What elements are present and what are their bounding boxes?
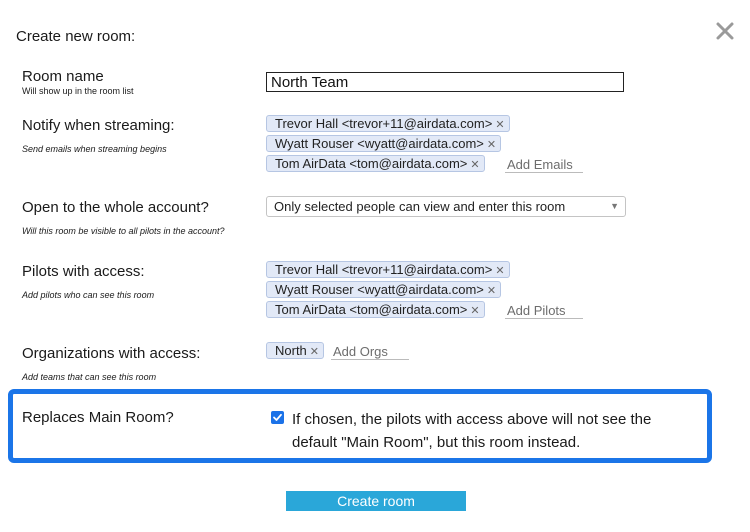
notify-chip[interactable]: Wyatt Rouser <wyatt@airdata.com> ✕ <box>266 135 501 152</box>
orgs-hint: Add teams that can see this room <box>22 372 157 382</box>
create-room-button[interactable]: Create room <box>286 491 466 511</box>
room-name-hint: Will show up in the room list <box>22 86 134 96</box>
pilot-chip[interactable]: Wyatt Rouser <wyatt@airdata.com> ✕ <box>266 281 501 298</box>
add-orgs-input[interactable] <box>331 343 409 360</box>
pilots-hint: Add pilots who can see this room <box>22 290 155 300</box>
replaces-description: If chosen, the pilots with access above will not see the default "Main Room", but this room instead. <box>292 411 652 451</box>
open-account-label: Open to the whole account? <box>22 199 209 216</box>
remove-chip-icon[interactable]: ✕ <box>470 305 480 317</box>
remove-chip-icon[interactable]: ✕ <box>470 159 480 171</box>
remove-chip-icon[interactable]: ✕ <box>486 139 497 151</box>
dialog-title: Create new room: <box>16 28 136 45</box>
chevron-down-icon: ▼ <box>610 201 619 211</box>
close-button[interactable] <box>714 20 736 42</box>
org-chip[interactable]: North ✕ <box>266 342 324 359</box>
remove-chip-icon[interactable]: ✕ <box>495 265 505 277</box>
open-account-hint: Will this room be visible to all pilots in the account? <box>22 226 225 236</box>
pilot-chip[interactable]: Trevor Hall <trevor+11@airdata.com> ✕ <box>266 261 510 278</box>
remove-chip-icon[interactable]: ✕ <box>309 346 320 358</box>
room-name-input[interactable] <box>266 72 624 92</box>
replaces-checkbox[interactable] <box>271 411 284 424</box>
remove-chip-icon[interactable]: ✕ <box>495 119 505 131</box>
check-icon <box>272 412 283 423</box>
notify-chip[interactable]: Tom AirData <tom@airdata.com> ✕ <box>266 155 485 172</box>
pilots-label: Pilots with access: <box>22 263 145 280</box>
orgs-label: Organizations with access: <box>22 345 201 362</box>
room-name-label: Room name <box>22 68 104 85</box>
open-account-select[interactable]: Only selected people can view and enter this room ▼ <box>266 196 626 217</box>
notify-label: Notify when streaming: <box>22 117 175 134</box>
add-emails-input[interactable] <box>505 156 583 173</box>
replaces-label: Replaces Main Room? <box>22 409 174 426</box>
notify-hint: Send emails when streaming begins <box>22 144 167 154</box>
notify-chip[interactable]: Trevor Hall <trevor+11@airdata.com> ✕ <box>266 115 510 132</box>
pilot-chip[interactable]: Tom AirData <tom@airdata.com> ✕ <box>266 301 485 318</box>
add-pilots-input[interactable] <box>505 302 583 319</box>
close-icon <box>714 20 736 42</box>
remove-chip-icon[interactable]: ✕ <box>486 285 497 297</box>
